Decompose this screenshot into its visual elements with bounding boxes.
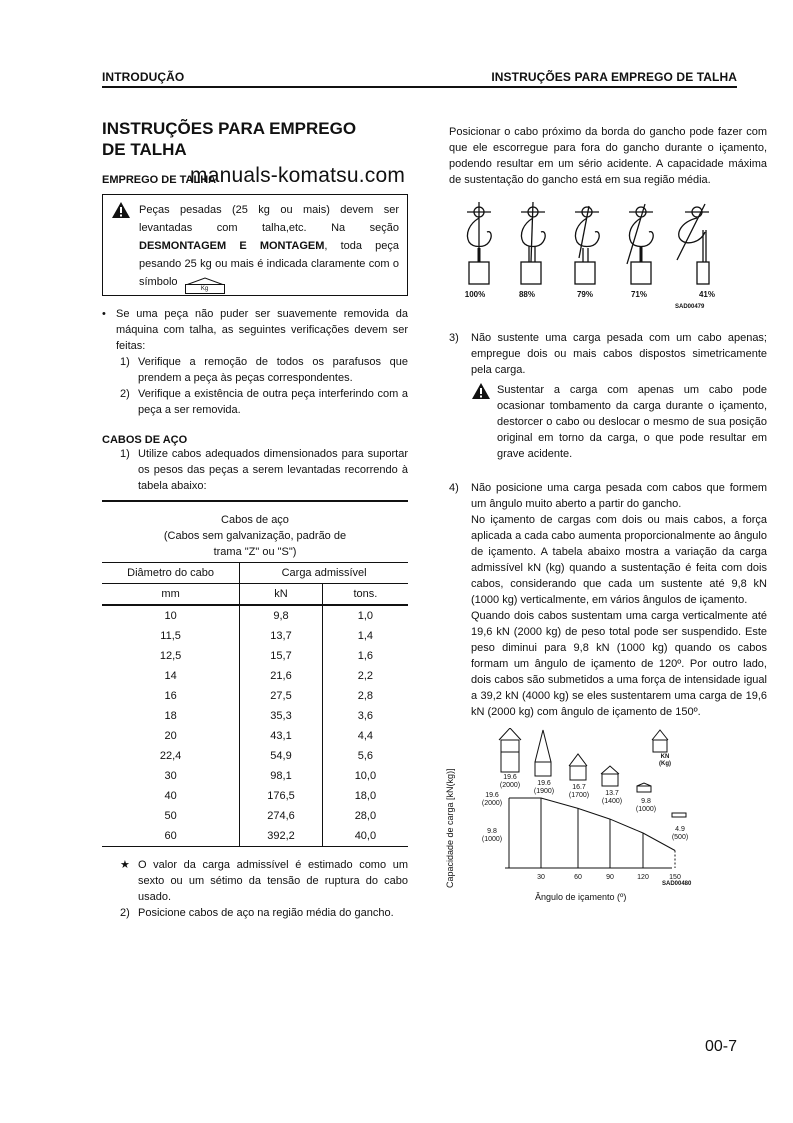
table-cell-mm: 18 — [164, 710, 177, 722]
chart-legend: KN (Kg) — [659, 754, 671, 767]
x-tick-label: 150 — [669, 874, 681, 881]
item4-paragraph-2: No içamento de cargas com dois ou mais cabos, a força aplicada a cada cabo aumenta proporcionalmente ao ângulo de içamento. A tabela abaixo mostra a variação da carga admissível kN (kg) quando a sustentação é feita com dois cabos, considerando que cada um sustente até 9,8 kN (1000 kg) verticalmente, em vários ângulos de içamento. — [471, 514, 767, 606]
table-cell-mm: 11,5 — [160, 630, 181, 642]
hook-position-figure — [449, 202, 767, 320]
hook-label-2: 88% — [518, 290, 535, 299]
chart-x-label: Ângulo de içamento (º) — [535, 892, 627, 902]
table-cell-mm: 10 — [102, 605, 240, 626]
table-cell-kn: 43,1 — [240, 726, 323, 746]
x-tick-label: 60 — [574, 874, 582, 881]
left-column — [102, 118, 408, 921]
cable-table — [102, 562, 408, 847]
point-label-kg: (1700) — [568, 792, 590, 799]
section-subhead: EMPREGO DE TALHA — [102, 174, 217, 186]
bullet-item: • Se uma peça não puder ser suavemente removida da máquina com talha, as seguintes verificações devem ser feitas: — [102, 308, 408, 352]
point-label-kg: (1900) — [533, 788, 555, 795]
table-cell-kn: 13,7 — [240, 626, 323, 646]
hook-label-5: 41% — [698, 290, 715, 299]
table-row — [102, 686, 408, 706]
star-note: ★ O valor da carga admissível é estimado como um sexto ou um sétimo da tensão de ruptura do cabo usado. — [120, 859, 408, 903]
y-tick-kn: 9.8 — [487, 828, 497, 835]
hook-intro-paragraph: Posicionar o cabo próximo da borda do gancho pode fazer com que ele escorregue para fora do gancho durante o içamento, podendo resultar em um sério acidente. A capacidade máxima de sustentação do gancho está em sua região média. — [449, 126, 767, 186]
table-row — [102, 706, 408, 726]
point-label-kn: 19.6 — [503, 774, 517, 781]
table-row — [102, 766, 408, 786]
table-cell-tons: 1,4 — [322, 626, 408, 646]
table-cell-mm: 50 — [164, 810, 177, 822]
unit-tons: tons. — [322, 584, 408, 606]
header-rule — [102, 86, 737, 88]
table-row — [102, 646, 408, 666]
table-cell-mm: 12,5 — [159, 650, 182, 662]
table-notes — [102, 857, 408, 921]
point-label-kn: 19.6 — [537, 780, 551, 787]
title-line-2: DE TALHA — [102, 140, 187, 159]
table-cell-tons: 1,0 — [322, 605, 408, 626]
page-number: 00-7 — [704, 1038, 737, 1055]
cables-item-1: 1) Utilize cabos adequados dimensionados para suportar os pesos das peças a serem levantadas recorrendo à tabela abaixo: — [120, 448, 408, 492]
table-cell-tons: 40,0 — [322, 826, 408, 847]
col-header-diameter: Diâmetro do cabo — [102, 563, 240, 584]
figure-code: SAD00479 — [675, 304, 705, 310]
unit-kn: kN — [240, 584, 323, 606]
chart-code: SAD00480 — [662, 881, 692, 887]
table-cell-tons: 5,6 — [322, 746, 408, 766]
table-cell-tons: 2,2 — [322, 666, 408, 686]
warning-text: Peças pesadas (25 kg ou mais) devem ser levantadas com talha,etc. Na seção DESMONTAGEM E MONTAGEM, toda peça pesando 25 kg ou mais é indicada claramente com o símbolo Kg — [139, 204, 400, 292]
table-cell-kn: 54,9 — [240, 746, 323, 766]
table-cell-tons: 2,8 — [322, 686, 408, 706]
page-title — [102, 118, 408, 160]
table-cell-mm: 60 — [102, 826, 240, 847]
instruction-item-3: 3) Não sustente uma carga pesada com um cabo apenas; empregue dois ou mais cabos dispostos simetricamente pela carga. — [449, 332, 767, 376]
point-label-kn: 4.9 — [675, 826, 685, 833]
hook-illustrations-icon — [449, 202, 719, 292]
point-label-kn: 16.7 — [572, 784, 586, 791]
y-tick-kn: 19.6 — [485, 792, 499, 799]
y-tick-kg: (1000) — [481, 836, 503, 843]
x-tick-label: 90 — [606, 874, 614, 881]
table-cell-kn: 274,6 — [240, 806, 323, 826]
table-cell-mm: 20 — [164, 730, 177, 742]
item4-paragraph-3: Quando dois cabos sustentam uma carga verticalmente até 19,6 kN (2000 kg) de peso total pode ser suspendido. Este peso diminui para 9,8 kN (1000 kg) quando os cabos formam um ângulo de içamento de 120º. Por outro lado, dois cabos são submetidos a uma força de intensidade igual a 39,2 kN (4000 kg) se eles sustentarem uma carga de 19,6 kN (2000 kg) com ângulo de içamento de 150º. — [471, 610, 767, 718]
table-row — [102, 626, 408, 646]
table-row — [102, 666, 408, 686]
table-cell-kn: 392,2 — [240, 826, 323, 847]
cables-heading: CABOS DE AÇO — [102, 434, 188, 446]
point-label-kn: 13.7 — [605, 790, 619, 797]
table-cell-mm: 14 — [164, 670, 177, 682]
cable-table-block — [102, 500, 408, 847]
table-cell-tons: 3,6 — [322, 706, 408, 726]
table-row — [102, 786, 408, 806]
unit-mm: mm — [161, 588, 180, 600]
point-label-kg: (2000) — [499, 782, 521, 789]
table-cell-kn: 9,8 — [240, 605, 323, 626]
hook-label-4: 71% — [630, 290, 647, 299]
section-ref: DESMONTAGEM E MONTAGEM — [139, 240, 325, 252]
y-tick-kg: (2000) — [481, 800, 503, 807]
table-row — [102, 826, 408, 847]
warning-box — [102, 194, 408, 296]
table-cell-mm: 30 — [164, 770, 177, 782]
instruction-item-4: 4) Não posicione uma carga pesada com cabos que formem um ângulo muito aberto a partir do gancho. No içamento de cargas com dois ou mais cabos, a força aplicada a cada cabo aumenta proporcionalmente ao ângulo de içamento. A tabela abaixo mostra a variação da carga admissível kN (kg) quando a sustentação é feita com dois cabos, considerando que cada um sustente até 9,8 kN (1000 kg) verticalmente, em vários ângulos de içamento. Quando dois cabos sustentam uma carga verticalmente até 19,6 kN (2000 kg) de peso total pode ser suspendido. Este peso diminui para 9,8 kN (1000 kg) quando os cabos formam um ângulo de içamento de 120º. Por outro lado, dois cabos são submetidos a uma força de intensidade igual a 39,2 kN (4000 kg) se eles sustentarem uma carga de 19,6 kN (2000 kg) com ângulo de içamento de 150º. — [449, 482, 767, 718]
table-cell-tons: 18,0 — [322, 786, 408, 806]
point-label-kg: (1000) — [635, 806, 657, 813]
table-cell-kn: 27,5 — [240, 686, 323, 706]
hook-label-1: 100% — [464, 290, 486, 299]
table-row — [102, 806, 408, 826]
title-line-1: INSTRUÇÕES PARA EMPREGO — [102, 119, 357, 138]
table-row — [102, 746, 408, 766]
point-label-kn: 9.8 — [641, 798, 651, 805]
table-row — [102, 726, 408, 746]
table-cell-kn: 98,1 — [240, 766, 323, 786]
table-cell-kn: 21,6 — [240, 666, 323, 686]
watermark: manuals-komatsu.com — [190, 164, 406, 187]
heavy-weight-symbol-icon: Kg — [185, 277, 225, 291]
table-cell-mm: 16 — [164, 690, 177, 702]
table-cell-tons: 28,0 — [322, 806, 408, 826]
table-cell-kn: 176,5 — [240, 786, 323, 806]
check-item-2: 2) Verifique a existência de outra peça interferindo com a peça a ser removida. — [120, 388, 408, 416]
running-header-right: INSTRUÇÕES PARA EMPREGO DE TALHA — [491, 70, 737, 84]
table-cell-mm: 22,4 — [159, 750, 182, 762]
right-column — [445, 124, 767, 908]
table-cell-kn: 15,7 — [240, 646, 323, 666]
load-angle-chart — [445, 728, 707, 908]
table-cell-kn: 35,3 — [240, 706, 323, 726]
warning-triangle-icon — [471, 382, 497, 462]
table-body — [102, 605, 408, 847]
table-cell-tons: 4,4 — [322, 726, 408, 746]
point-label-kg: (1400) — [601, 798, 623, 805]
table-cell-mm: 40 — [164, 790, 177, 802]
table-row — [102, 605, 408, 626]
chart-y-label: Capacidade de carga [kN(kg)] — [445, 768, 455, 888]
cables-item-2: 2) Posicione cabos de aço na região média do gancho. — [120, 907, 394, 919]
point-label-kg: (500) — [671, 834, 689, 841]
table-cell-tons: 1,6 — [322, 646, 408, 666]
hook-label-3: 79% — [576, 290, 593, 299]
col-header-load: Carga admissível — [240, 563, 408, 584]
item3-warning: Sustentar a carga com apenas um cabo pode ocasionar tombamento da carga durante o içamento, destorcer o cabo ou deslocar o mesmo de sua posição original em torno da carga, o que pode resultar em grave acidente. — [471, 382, 767, 462]
table-cell-tons: 10,0 — [322, 766, 408, 786]
running-header-left: INTRODUÇÃO — [102, 70, 185, 84]
x-tick-label: 30 — [537, 874, 545, 881]
x-tick-label: 120 — [637, 874, 649, 881]
check-item-1: 1) Verifique a remoção de todos os parafusos que prendem a peça às peças correspondentes. — [120, 356, 408, 384]
table-caption: Cabos de aço (Cabos sem galvanização, padrão de trama "Z" ou "S") — [163, 514, 347, 558]
warning-triangle-icon — [111, 201, 133, 291]
